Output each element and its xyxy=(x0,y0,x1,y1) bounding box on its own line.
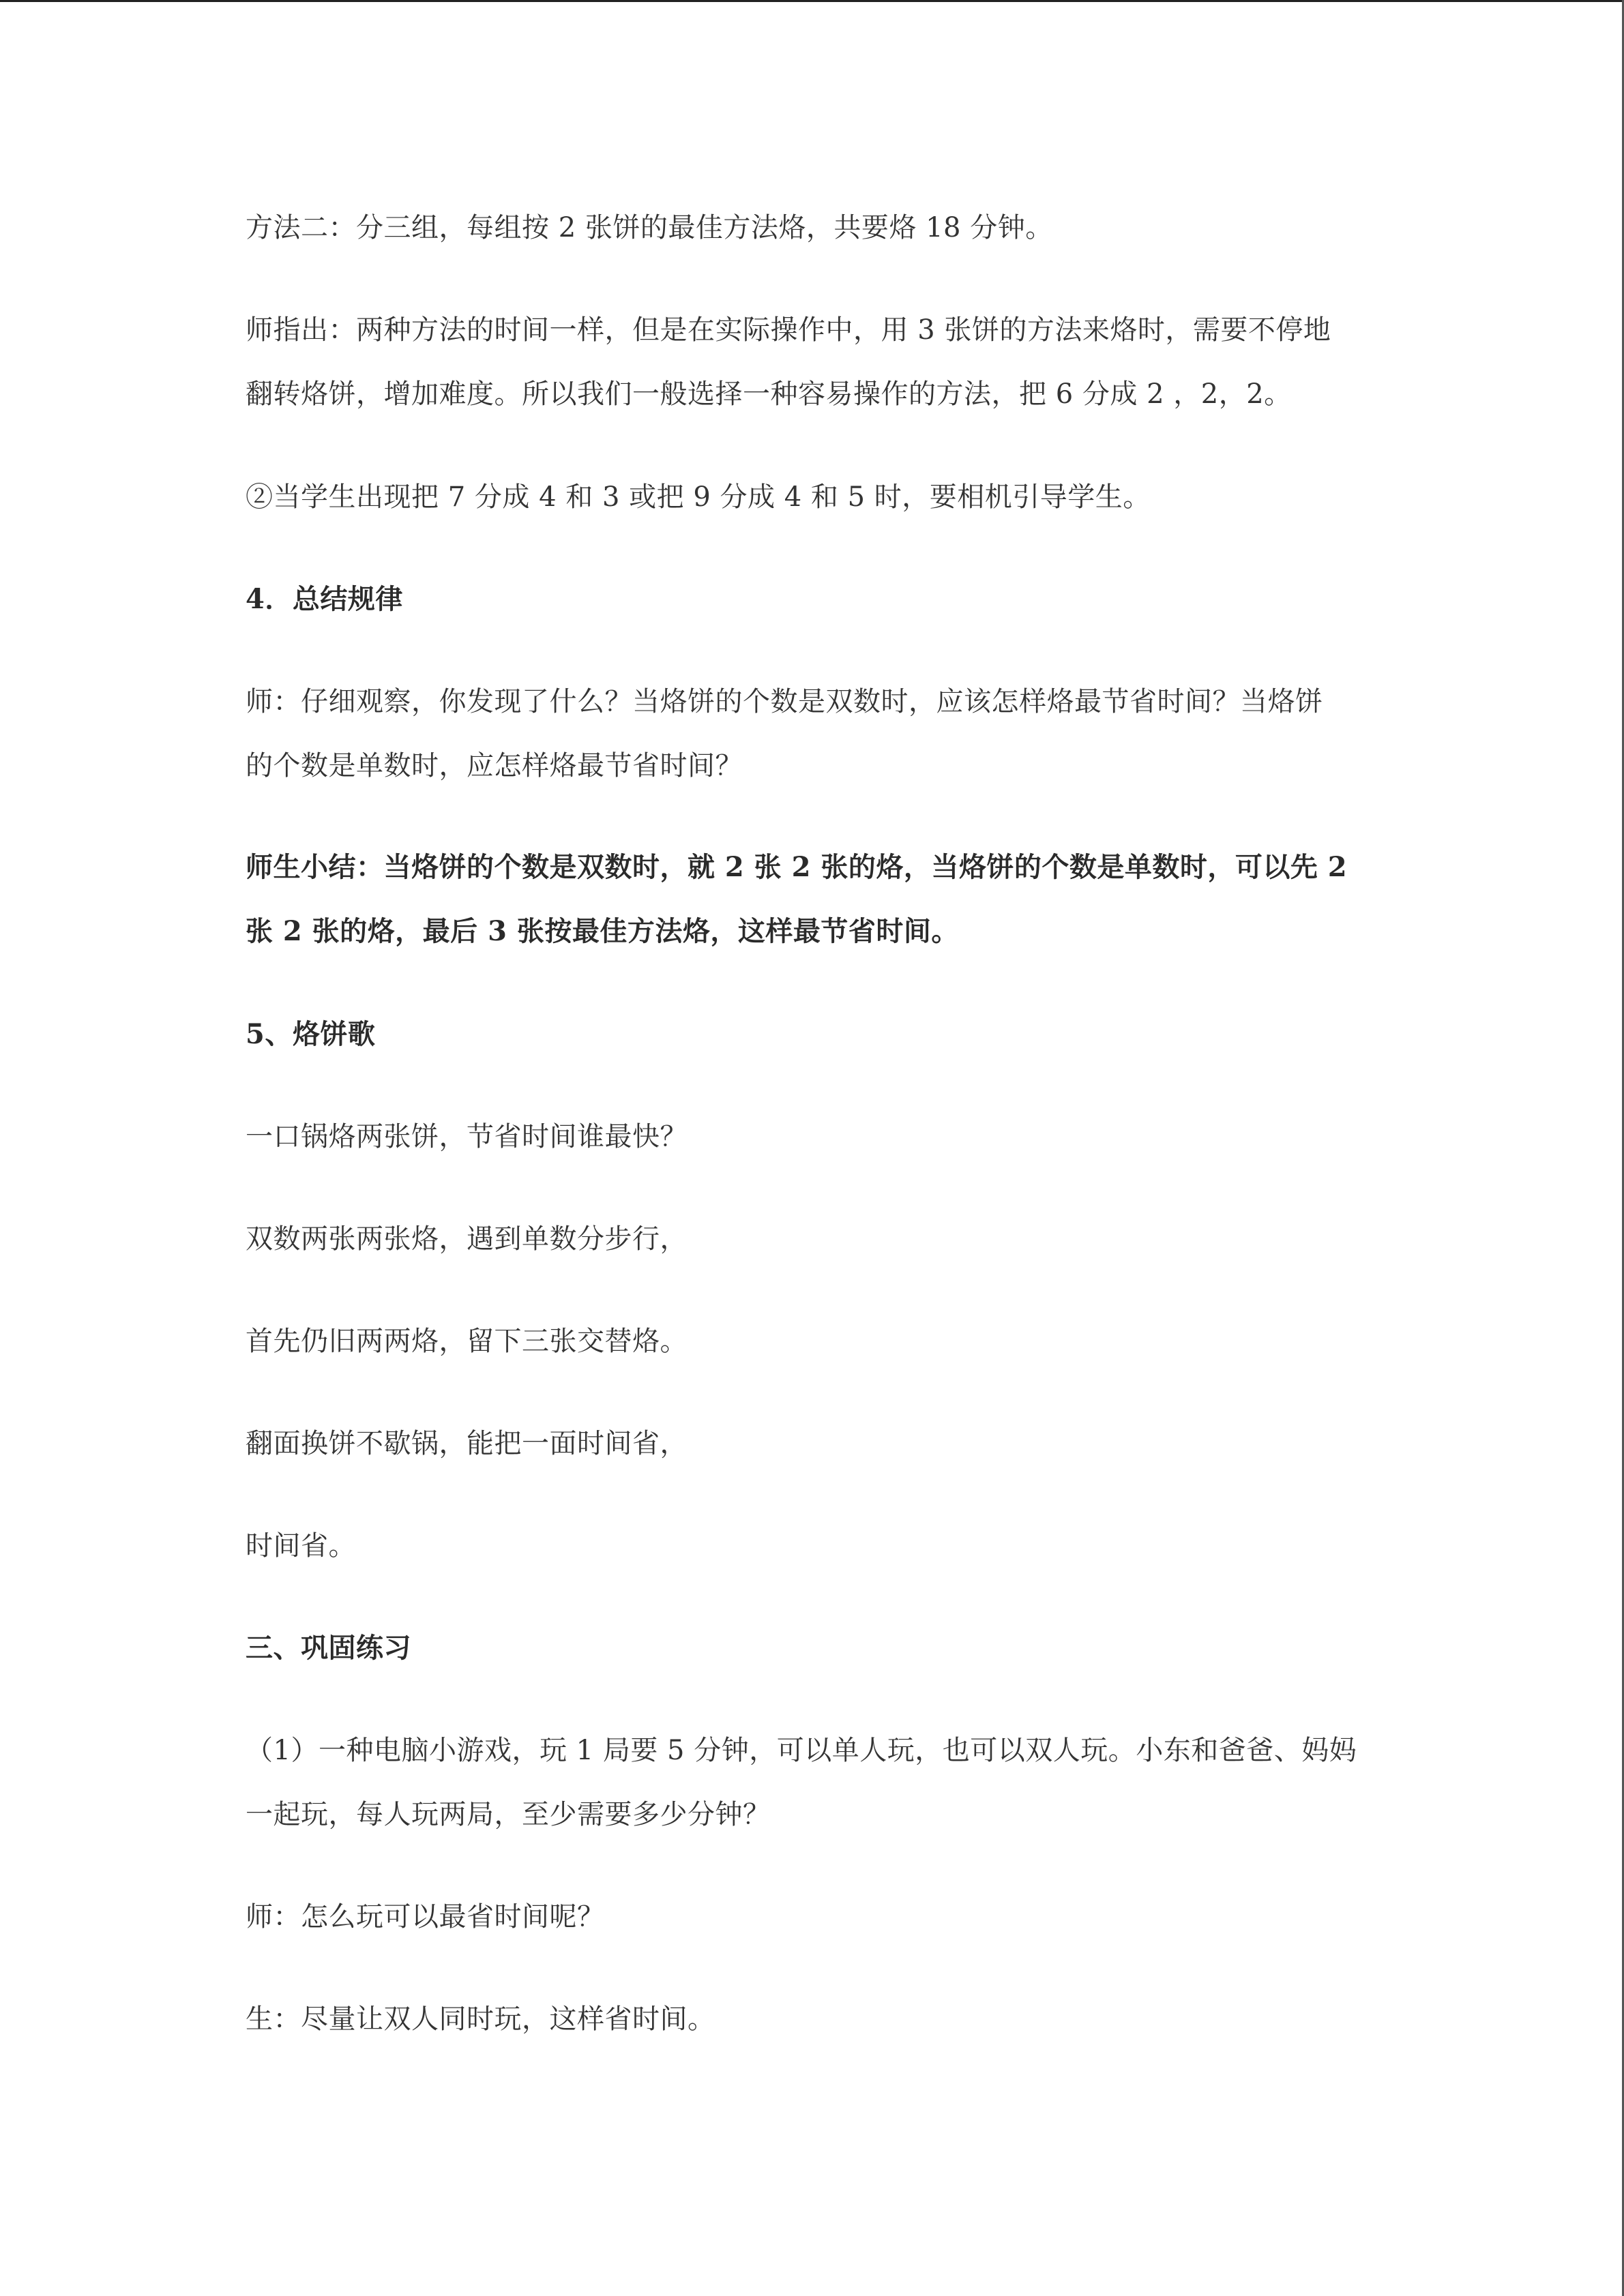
text-line-guidance: ②当学生出现把 7 分成 4 和 3 或把 9 分成 4 和 5 时，要相机引导学生。 xyxy=(246,481,1151,513)
text-line-conclusion-2: 张 2 张的烙，最后 3 张按最佳方法烙，这样最节省时间。 xyxy=(246,915,959,947)
text-line-teacher-note-1: 师指出：两种方法的时间一样，但是在实际操作中，用 3 张饼的方法来烙时，需要不停地 xyxy=(246,314,1331,346)
text-line-teacher-note-2: 翻转烙饼，增加难度。所以我们一般选择一种容易操作的方法，把 6 分成 2 ，2，2。 xyxy=(246,378,1292,410)
text-line-conclusion-1: 师生小结：当烙饼的个数是双数时，就 2 张 2 张的烙，当烙饼的个数是单数时，可以先 2 xyxy=(246,851,1348,883)
song-line-4: 翻面换饼不歇锅，能把一面时间省， xyxy=(246,1428,688,1459)
song-line-5: 时间省。 xyxy=(246,1530,356,1562)
text-line-student-answer: 生：尽量让双人同时玩，这样省时间。 xyxy=(246,2003,715,2035)
text-line-teacher-question: 师：怎么玩可以最省时间呢？ xyxy=(246,1901,605,1933)
text-line-exercise-1: （1）一种电脑小游戏，玩 1 局要 5 分钟，可以单人玩，也可以双人玩。小东和爸爸、妈妈 xyxy=(246,1735,1357,1766)
song-line-2: 双数两张两张烙，遇到单数分步行， xyxy=(246,1223,688,1255)
text-line-question-1: 师：仔细观察，你发现了什么？当烙饼的个数是双数时，应该怎样烙最节省时间？当烙饼 xyxy=(246,686,1323,717)
text-line-question-2: 的个数是单数时，应怎样烙最节省时间？ xyxy=(246,750,743,781)
song-line-3: 首先仍旧两两烙，留下三张交替烙。 xyxy=(246,1326,688,1357)
top-border xyxy=(0,0,1624,2)
section-heading-song: 5、烙饼歌 xyxy=(246,1018,376,1050)
section-heading-practice: 三、巩固练习 xyxy=(246,1632,411,1664)
song-line-1: 一口锅烙两张饼，节省时间谁最快？ xyxy=(246,1121,688,1152)
text-line-exercise-2: 一起玩，每人玩两局，至少需要多少分钟？ xyxy=(246,1799,771,1830)
section-heading-summary: 4．总结规律 xyxy=(246,583,403,615)
text-line-method-two: 方法二：分三组，每组按 2 张饼的最佳方法烙，共要烙 18 分钟。 xyxy=(246,212,1053,243)
